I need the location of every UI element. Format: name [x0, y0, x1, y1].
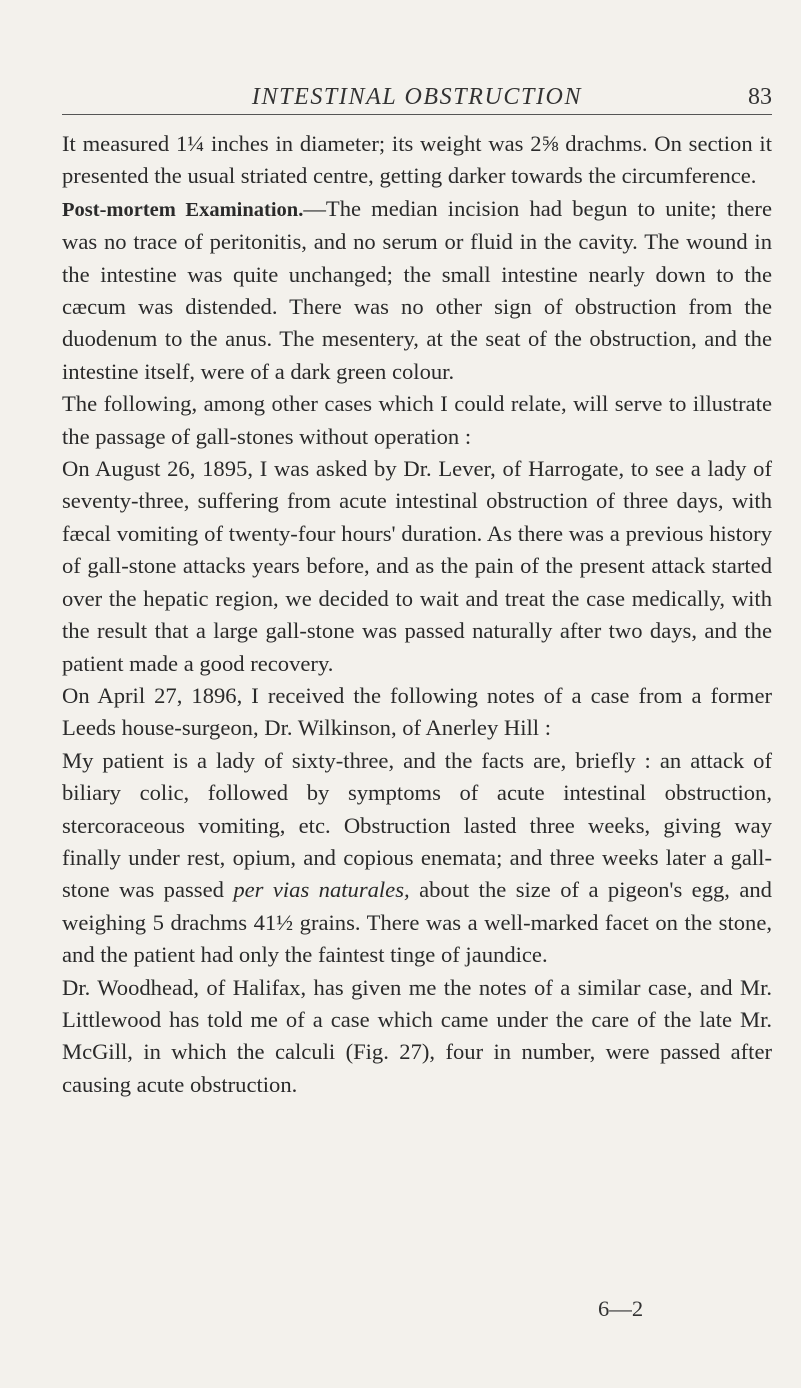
paragraph-woodhead: Dr. Woodhead, of Halifax, has given me the notes of a similar case, and Mr. Littlewood has told me of a case which came under the care of the late Mr. McGill, in which the calculi (Fig. 27), four in number, were passed after causing acute obstruction. [62, 974, 772, 1097]
running-head [62, 82, 772, 116]
latin-phrase: per vias naturales, [233, 877, 410, 903]
paragraph-case-august: On August 26, 1895, I was asked by Dr. Lever, of Harrogate, to see a lady of seventy-three, suffering from acute intestinal obstruction of three days, with fæcal vomiting of twenty-four hours' duration. As there was a previous history of gall-stone attacks years before, and as the pain of the present attack started over the hepatic region, we decided to wait and treat the case medically, with the result that a large gall-stone was passed naturally after two days, and the patient made a good recovery. [62, 456, 772, 676]
paragraph-following-cases: The following, among other cases which I could relate, will serve to illustrate the passage of gall-stones without operation : [62, 391, 772, 449]
patient-notes-text-b: about the size of a pigeon's egg, and weighing 5 drachms 41½ grains. There was a well-marked facet on the stone, and the patient had only the faintest tinge of jaundice. [62, 877, 772, 968]
paragraph-patient-notes [62, 745, 772, 972]
header-rule [62, 114, 772, 115]
post-mortem-text: —The median incision had begun to unite; there was no trace of peritonitis, and no serum or fluid in the cavity. The wound in the intestine was quite unchanged; the small intestine nearly down to the cæcum was distended. There was no other sign of obstruction from the duodenum to the anus. The mesentery, at the seat of the obstruction, and the intestine itself, were of a dark green colour. [62, 195, 772, 384]
page-number: 83 [748, 84, 772, 110]
running-title: INTESTINAL OBSTRUCTION [251, 84, 583, 110]
paragraph-measurement: It measured 1¼ inches in diameter; its weight was 2⅝ drachms. On section it presented the usual striated centre, getting darker towards the circumference. [62, 131, 772, 189]
paragraph-post-mortem [62, 193, 772, 388]
signature-mark: 6—2 [598, 1296, 644, 1321]
paragraph-case-april: On April 27, 1896, I received the following notes of a case from a former Leeds house-surgeon, Dr. Wilkinson, of Anerley Hill : [62, 682, 772, 741]
patient-notes-text-a: My patient is a lady of sixty-three, and the facts are, briefly : an attack of biliary colic, followed by symptoms of acute intestinal obstruction, stercoraceous vomiting, etc. Obstruction lasted three weeks, giving way finally under rest, opium, and copious enemata; and three weeks later a gall-stone was passed [62, 747, 772, 903]
body-text [62, 128, 772, 1101]
section-heading-post-mortem: Post-mortem Examination. [62, 198, 304, 221]
